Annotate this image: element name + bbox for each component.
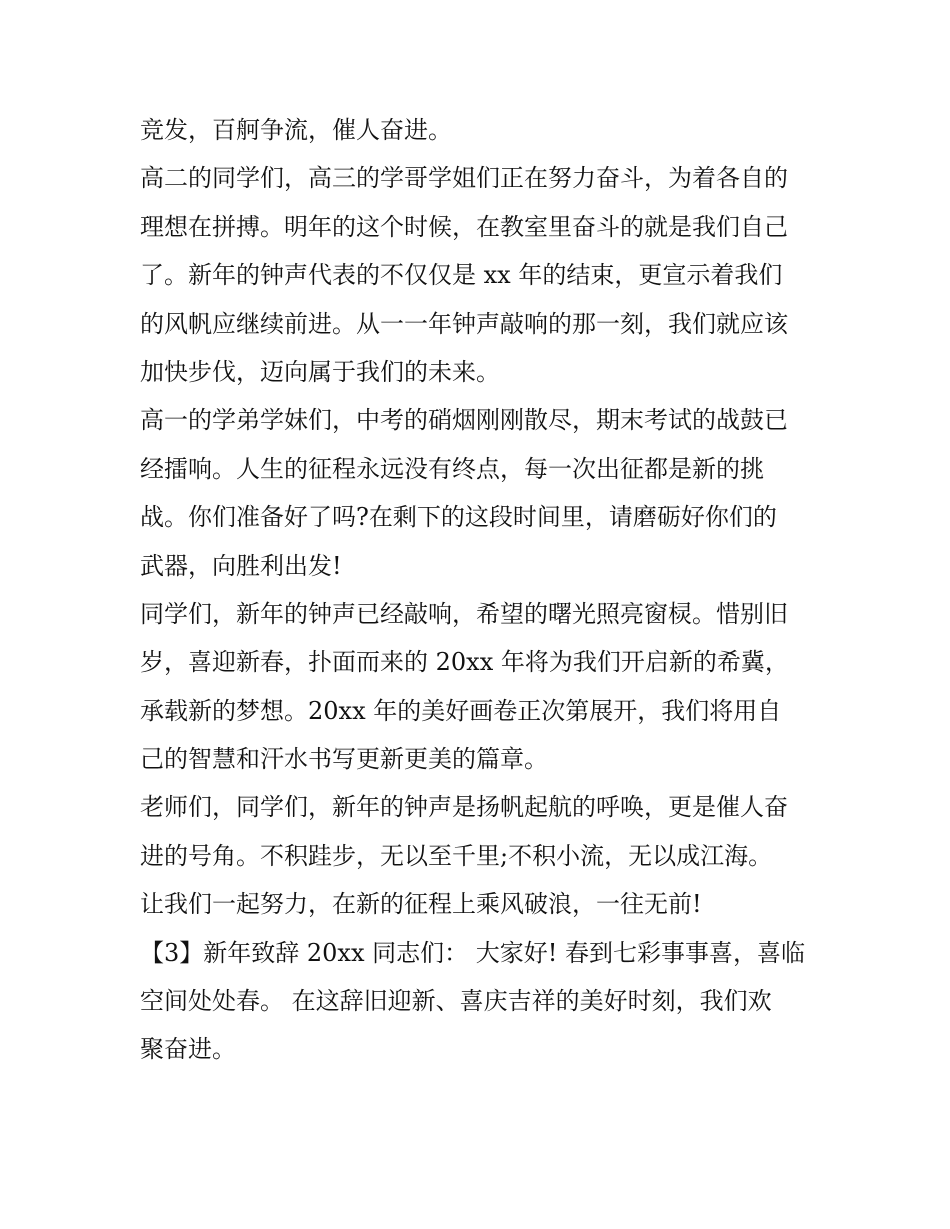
text-line: 进的号角。不积跬步，无以至千里;不积小流，无以成江海。 (140, 841, 773, 870)
text-line: 经擂响。人生的征程永远没有终点，每一次出征都是新的挑 (140, 454, 764, 483)
text-line: 岁，喜迎新春，扑面而来的 20xx 年将为我们开启新的希冀， (140, 648, 789, 677)
text-line: 的风帆应继续前进。从一一年钟声敲响的那一刻，我们就应该 (140, 309, 788, 338)
document-body (140, 106, 820, 1074)
text-line: 武器，向胜利出发! (140, 551, 342, 580)
text-line: 战。你们准备好了吗?在剩下的这段时间里，请磨砺好你们的 (140, 503, 777, 532)
text-line: 同学们，新年的钟声已经敲响，希望的曙光照亮窗棂。惜别旧 (140, 599, 788, 628)
text-line: 高一的学弟学妹们，中考的硝烟刚刚散尽，期末考试的战鼓已 (140, 406, 788, 435)
text-line: 高二的同学们，高三的学哥学姐们正在努力奋斗，为着各自的 (140, 164, 788, 193)
text-line: 聚奋进。 (140, 1035, 236, 1064)
text-line: 老师们，同学们，新年的钟声是扬帆起航的呼唤，更是催人奋 (140, 793, 788, 822)
text-line: 加快步伐，迈向属于我们的未来。 (140, 357, 500, 386)
text-line: 空间处处春。 在这辞旧迎新、喜庆吉祥的美好时刻，我们欢 (140, 987, 772, 1016)
text-line: 让我们一起努力，在新的征程上乘风破浪，一往无前! (140, 890, 702, 919)
text-line: 己的智慧和汗水书写更新更美的篇章。 (140, 745, 548, 774)
text-line: 了。新年的钟声代表的不仅仅是 xx 年的结束，更宣示着我们 (140, 261, 783, 290)
text-line: 理想在拼搏。明年的这个时候，在教室里奋斗的就是我们自己 (140, 212, 788, 241)
text-line: 【3】新年致辞 20xx 同志们： 大家好! 春到七彩事事喜，喜临 (140, 938, 806, 967)
text-line: 竞发，百舸争流，催人奋进。 (140, 116, 452, 144)
text-line: 承载新的梦想。20xx 年的美好画卷正次第展开，我们将用自 (140, 696, 782, 725)
